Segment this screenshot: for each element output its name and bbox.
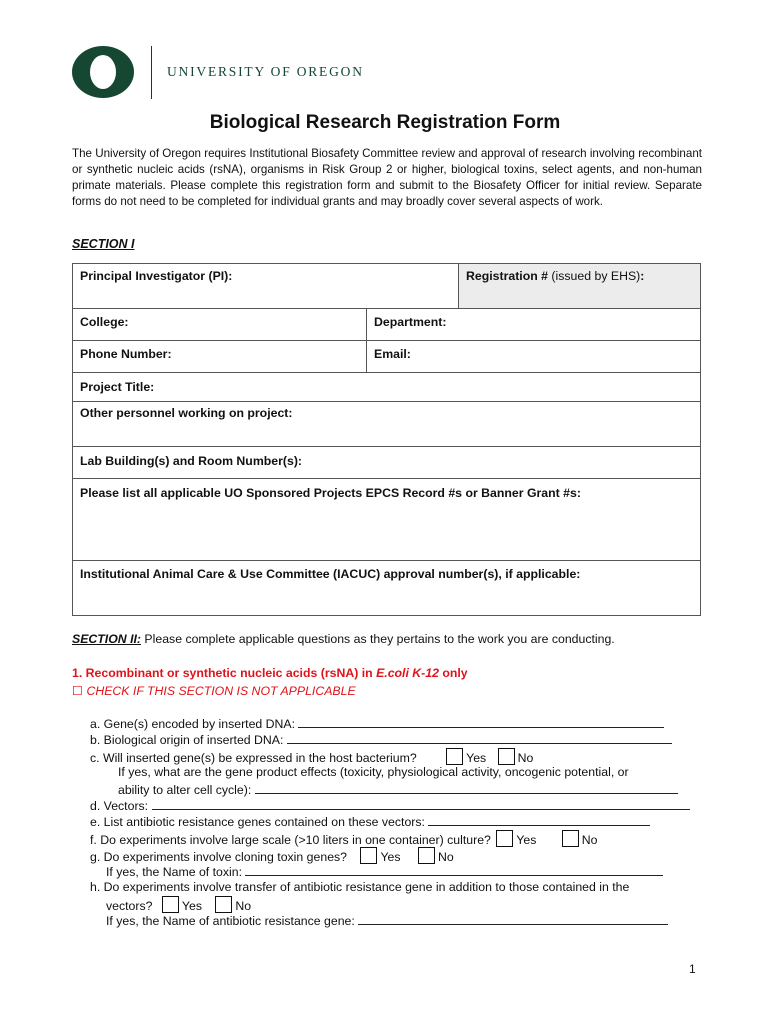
university-of-oregon-o-logo bbox=[71, 45, 135, 99]
question-h-no-label: No bbox=[235, 899, 252, 913]
phone-field[interactable] bbox=[73, 342, 366, 373]
question-g-yes-label: Yes bbox=[380, 850, 401, 864]
question-g-no-label: No bbox=[437, 850, 454, 864]
question-h-yes-label: Yes bbox=[181, 899, 202, 913]
section-1-heading: SECTION I bbox=[72, 237, 135, 251]
question-g-yes-checkbox[interactable] bbox=[360, 847, 377, 864]
question-g-followup-label: If yes, the Name of toxin: bbox=[106, 865, 246, 879]
rsna-heading-organism: E.coli K-12 bbox=[376, 666, 439, 680]
intro-paragraph: The University of Oregon requires Institutional Biosafety Committee review and approval of research involving recombinant or synthetic nucleic acids (rsNA), organisms in Risk Group 2 or higher, biological toxins, select agents, and non-human primate materials. Please complete this registration form and submit to the Biosafety Officer for initial review. Separate forms do not need to be completed for individual grants and may broadly cover several aspects of work. bbox=[72, 147, 702, 208]
phone-label: Phone Number: bbox=[80, 347, 172, 361]
question-c-followup-2-label: ability to alter cell cycle): bbox=[118, 783, 255, 797]
question-c-yes-label: Yes bbox=[466, 751, 487, 765]
lab-building-label: Lab Building(s) and Room Number(s): bbox=[80, 454, 303, 468]
grants-field[interactable] bbox=[73, 481, 700, 561]
lab-building-field[interactable] bbox=[73, 449, 700, 479]
question-f-yes-checkbox[interactable] bbox=[496, 830, 513, 847]
form-title: Biological Research Registration Form bbox=[209, 112, 561, 133]
question-c-no-checkbox[interactable] bbox=[498, 748, 515, 765]
registration-field[interactable] bbox=[459, 264, 700, 308]
pi-field[interactable] bbox=[73, 264, 458, 308]
question-f bbox=[90, 830, 598, 847]
question-a-label: a. Gene(s) encoded by inserted DNA: bbox=[90, 717, 299, 731]
department-field[interactable] bbox=[367, 310, 700, 341]
question-e-label: e. List antibiotic resistance genes contained on these vectors: bbox=[90, 815, 429, 829]
question-h-followup-label: If yes, the Name of antibiotic resistance gene: bbox=[106, 914, 359, 928]
question-d-label: d. Vectors: bbox=[90, 799, 152, 813]
question-b bbox=[90, 732, 672, 747]
gene-product-effects-input[interactable] bbox=[255, 782, 678, 794]
email-label: Email: bbox=[374, 347, 411, 361]
university-name: UNIVERSITY OF OREGON bbox=[167, 64, 364, 79]
question-e bbox=[90, 814, 650, 829]
question-c-label: c. Will inserted gene(s) be expressed in the host bacterium? bbox=[90, 751, 417, 765]
question-a bbox=[90, 716, 664, 731]
question-h: h. Do experiments involve transfer of antibiotic resistance gene in addition to those contained in the bbox=[90, 880, 630, 894]
pi-label: Principal Investigator (PI): bbox=[80, 269, 233, 283]
rsna-heading-suffix: only bbox=[438, 666, 468, 680]
question-f-label: f. Do experiments involve large scale (>10 liters in one container) culture? bbox=[90, 833, 491, 847]
section-1-table bbox=[72, 263, 701, 616]
rsna-subsection-heading bbox=[72, 666, 468, 680]
question-c-no-label: No bbox=[517, 751, 534, 765]
section-2-heading: SECTION II: bbox=[72, 632, 142, 646]
question-c-followup: If yes, what are the gene product effects (toxicity, physiological activity, oncogenic potential, or bbox=[118, 765, 629, 779]
section-2-text: Please complete applicable questions as they pertains to the work you are conducting. bbox=[141, 632, 615, 646]
question-c-yes-checkbox[interactable] bbox=[446, 748, 463, 765]
registration-colon: : bbox=[640, 269, 645, 283]
question-g-no-checkbox[interactable] bbox=[418, 847, 435, 864]
question-g bbox=[90, 847, 454, 864]
project-title-label: Project Title: bbox=[80, 380, 155, 394]
project-title-field[interactable] bbox=[73, 375, 700, 403]
biological-origin-input[interactable] bbox=[287, 732, 672, 744]
question-g-label: g. Do experiments involve cloning toxin genes? bbox=[90, 850, 348, 864]
college-field[interactable] bbox=[73, 310, 366, 341]
question-d bbox=[90, 798, 690, 813]
question-g-followup bbox=[106, 864, 663, 879]
question-h-cont bbox=[106, 896, 251, 913]
iacuc-label: Institutional Animal Care & Use Committee (IACUC) approval number(s), if applicable: bbox=[80, 567, 581, 581]
question-c bbox=[90, 748, 533, 765]
page-number: 1 bbox=[689, 962, 696, 976]
antibiotic-gene-name-input[interactable] bbox=[358, 913, 668, 925]
vectors-input[interactable] bbox=[152, 798, 690, 810]
grants-label: Please list all applicable UO Sponsored Projects EPCS Record #s or Banner Grant #s: bbox=[80, 486, 581, 500]
question-h-no-checkbox[interactable] bbox=[215, 896, 232, 913]
iacuc-field[interactable] bbox=[73, 562, 700, 615]
personnel-field[interactable] bbox=[73, 401, 700, 446]
section-2-intro bbox=[72, 632, 615, 646]
toxin-name-input[interactable] bbox=[245, 864, 663, 876]
gene-encoded-input[interactable] bbox=[298, 716, 664, 728]
question-f-no-label: No bbox=[581, 833, 598, 847]
antibiotic-genes-input[interactable] bbox=[428, 814, 650, 826]
question-c-followup-2 bbox=[118, 782, 678, 797]
question-f-no-checkbox[interactable] bbox=[562, 830, 579, 847]
registration-note: (issued by EHS) bbox=[551, 269, 641, 283]
question-h-followup bbox=[106, 913, 668, 928]
personnel-label: Other personnel working on project: bbox=[80, 406, 293, 420]
not-applicable-checkbox[interactable]: ☐ CHECK IF THIS SECTION IS NOT APPLICABLE bbox=[72, 684, 356, 698]
question-h-cont-label: vectors? bbox=[106, 899, 153, 913]
logo-divider bbox=[151, 46, 152, 99]
email-field[interactable] bbox=[367, 342, 700, 373]
question-b-label: b. Biological origin of inserted DNA: bbox=[90, 733, 287, 747]
college-label: College: bbox=[80, 315, 129, 329]
department-label: Department: bbox=[374, 315, 447, 329]
registration-label: Registration # bbox=[466, 269, 548, 283]
rsna-heading-prefix: 1. Recombinant or synthetic nucleic acids (rsNA) in bbox=[72, 666, 377, 680]
question-h-yes-checkbox[interactable] bbox=[162, 896, 179, 913]
question-f-yes-label: Yes bbox=[516, 833, 537, 847]
